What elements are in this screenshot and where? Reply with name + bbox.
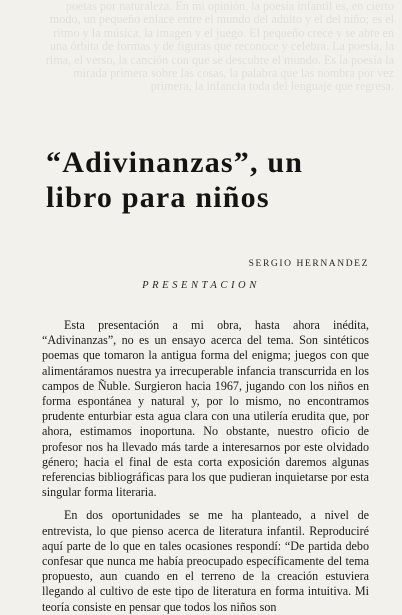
author-name: SERGIO HERNANDEZ (248, 259, 369, 269)
section-heading: PRESENTACION (142, 280, 260, 291)
show-through-text: poetas por naturaleza. En mi opinión, la poesía infantil es, en cierto modo, un pequeño enlace entre el mundo del adulto y el del niño; es el ritmo y la música, la imagen y el juego. El pequeño crece y se abre en una órbita de formas y de figuras que reconoce y celebra. La poesía, la rima, el verso, la canción con que se descubre el mundo. Es la poesía la mirada primera sobre las cosas, la palabra que las nombra por vez primera, la infancia toda del lenguaje que regresa. (45, 0, 394, 94)
paragraph: Esta presentación a mi obra, hasta ahora inédita, “Adivinanzas”, no es un ensayo acerca del tema. Son sintéticos poemas que tomaron la antigua forma del enigma; juegos con que alimentáramos nuestra ya irrecuperable infancia transcurrida en los campos de Ñuble. Surgieron hacia 1967, jugando con los niños en forma espontánea y natural y, por lo mismo, no encontramos prudente enturbiar esta agua clara con una utilería erudita que, por ahora, estimamos inoportuna. No obstante, nuestro oficio de profesor nos ha llevado más tarde a interesarnos por este olvidado género; hacia el final de esta corta exposición daremos algunas referencias bibliográficas para los que pudieran inquietarse por esta singular forma literaria. (42, 318, 369, 500)
paragraph: En dos oportunidades se me ha planteado, a nivel de entrevista, lo que pienso acerca de literatura infantil. Reproduciré aquí parte de lo que en tales ocasiones respondí: “De partida debo confesar que nunca me había preocupado específicamente del tema propuesto, aun cuando en el terreno de la creación estuviera llegando al cultivo de este tipo de literatura en forma intuitiva. Mi teoría consiste en pensar que todos los niños son (42, 508, 369, 614)
article-body (42, 318, 369, 615)
article-title: “Adivinanzas”, un libro para niños (46, 146, 304, 214)
